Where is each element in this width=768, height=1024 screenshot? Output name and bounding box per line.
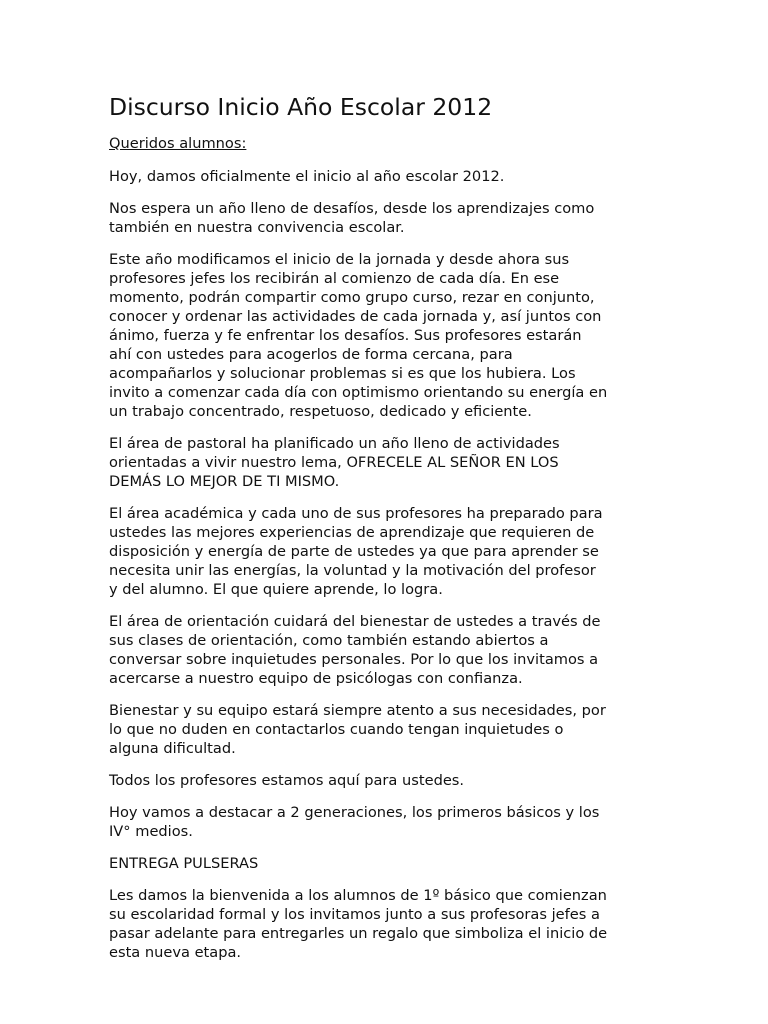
document-page [109,92,661,975]
document-title: Discurso Inicio Año Escolar 2012 [109,93,493,121]
paragraph-teachers: Todos los profesores estamos aquí para ustedes. [109,772,465,789]
salutation: Queridos alumnos: [109,135,247,152]
paragraph-orientation: El área de orientación cuidará del bienestar de ustedes a través de sus clases de orientación, como también estando abiertos a conversar sobre inquietudes personales. Por lo que los invitamos a acercarse a nuestro equipo de psicólogas con confianza. [109,613,601,687]
section-heading-bracelets: ENTREGA PULSERAS [109,855,259,872]
paragraph-welcome: Les damos la bienvenida a los alumnos de 1º básico que comienzan su escolaridad formal y los invitamos junto a sus profesoras jefes a pasar adelante para entregarles un regalo que simboliza el inicio de esta nueva etapa. [109,887,608,961]
paragraph-pastoral: El área de pastoral ha planificado un año lleno de actividades orientadas a vivir nuestro lema, OFRECELE AL SEÑOR EN LOS DEMÁS LO MEJOR DE TI MISMO. [109,435,560,490]
paragraph-opening: Hoy, damos oficialmente el inicio al año escolar 2012. [109,168,505,185]
paragraph-challenges: Nos espera un año lleno de desafíos, desde los aprendizajes como también en nuestra convivencia escolar. [109,200,595,236]
paragraph-wellbeing: Bienestar y su equipo estará siempre atento a sus necesidades, por lo que no duden en contactarlos cuando tengan inquietudes o alguna dificultad. [109,702,606,757]
paragraph-schedule: Este año modificamos el inicio de la jornada y desde ahora sus profesores jefes los recibirán al comienzo de cada día. En ese momento, podrán compartir como grupo curso, rezar en conjunto, conocer y ordenar las actividades de cada jornada y, así juntos con ánimo, fuerza y fe enfrentar los desafíos. Sus profesores estarán ahí con ustedes para acogerlos de forma cercana, para acompañarlos y solucionar problemas si es que los hubiera. Los invito a comenzar cada día con optimismo orientando su energía en un trabajo concentrado, respetuoso, dedicado y eficiente. [109,251,608,420]
paragraph-generations: Hoy vamos a destacar a 2 generaciones, los primeros básicos y los IV° medios. [109,804,600,840]
paragraph-academic: El área académica y cada uno de sus profesores ha preparado para ustedes las mejores experiencias de aprendizaje que requieren de disposición y energía de parte de ustedes ya que para aprender se necesita unir las energías, la voluntad y la motivación del profesor y del alumno. El que quiere aprende, lo logra. [109,505,603,598]
